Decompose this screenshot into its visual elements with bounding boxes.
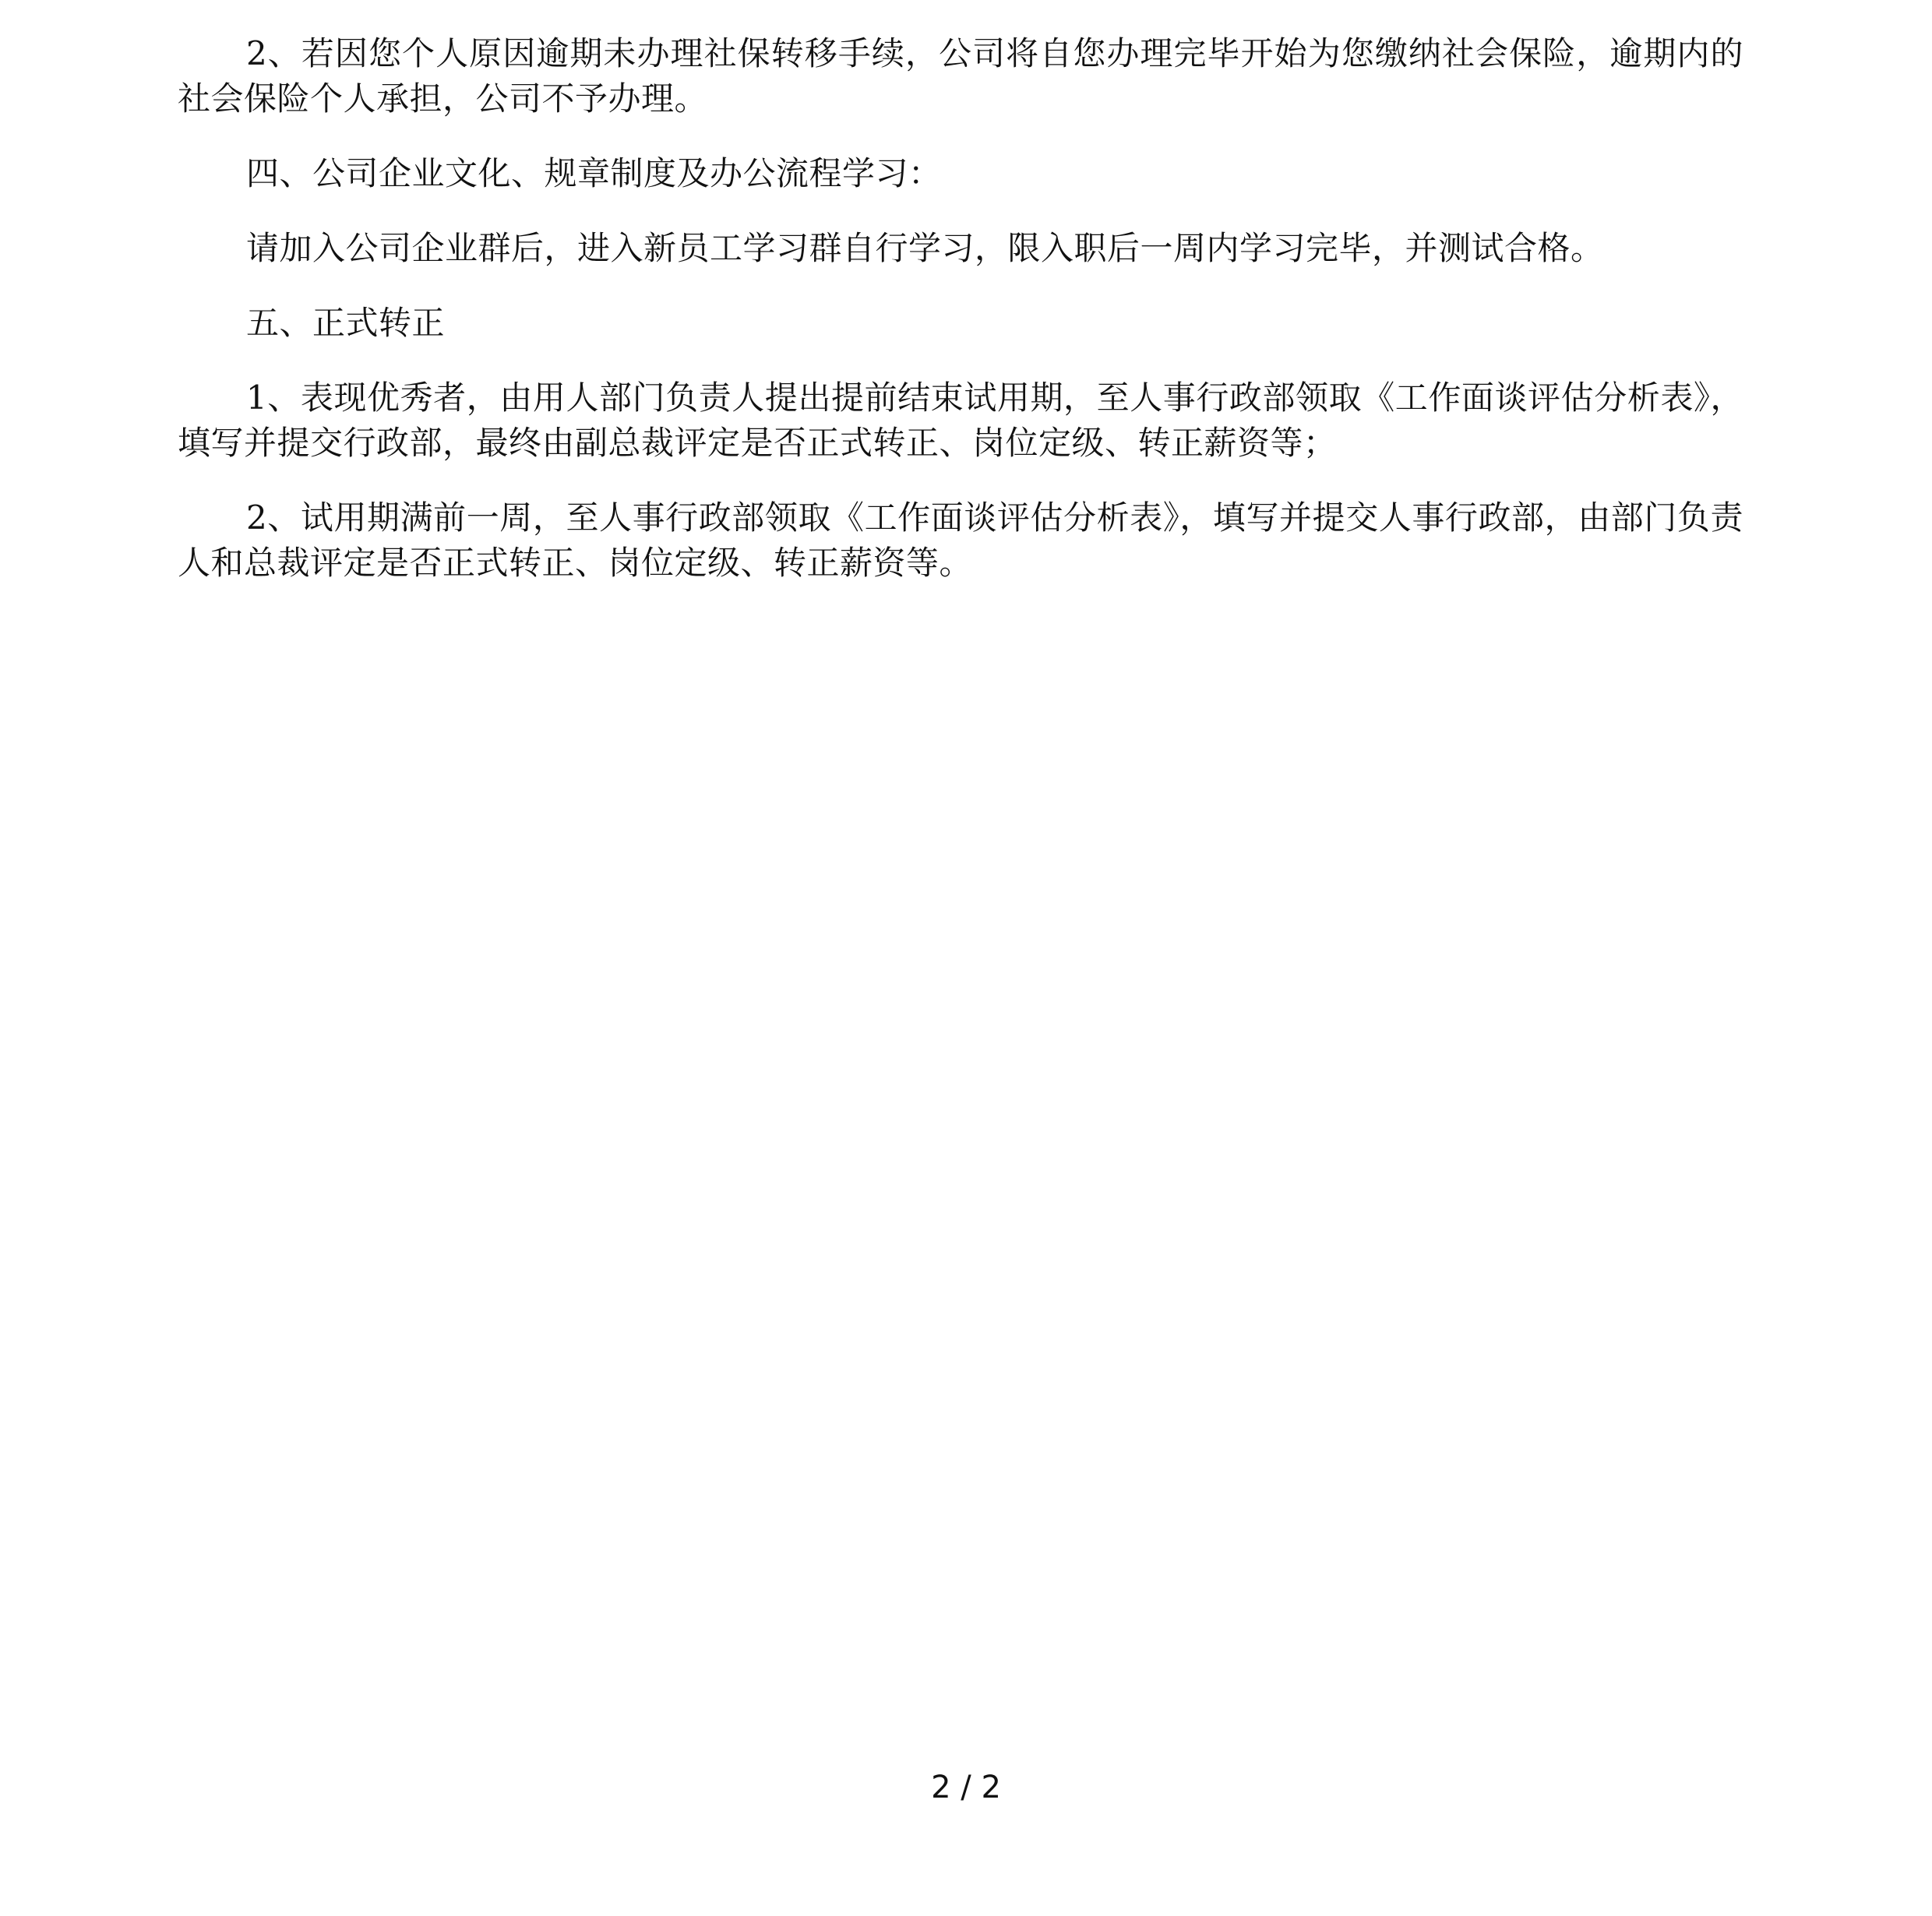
paragraph-early-regularization: 1、表现优秀者，由用人部门负责人提出提前结束试用期，至人事行政部领取《工作面谈评估分析表》，填写并提交行政部，最终由副总裁评定是否正式转正、岗位定级、转正薪资等；	[178, 379, 1743, 462]
document-body	[178, 31, 1743, 615]
page-number: 2 / 2	[931, 1770, 1001, 1805]
heading-formal-regularization: 五、正式转正	[246, 304, 446, 342]
paragraph-probation-end: 2、试用期满前一周，至人事行政部领取《工作面谈评估分析表》，填写并提交人事行政部，由部门负责人和总裁评定是否正式转正、岗位定级、转正薪资等。	[178, 498, 1743, 582]
paragraph-social-insurance-overdue: 2、若因您个人原因逾期未办理社保转移手续，公司将自您办理完毕开始为您缴纳社会保险，逾期内的社会保险个人承担，公司不予办理。	[178, 34, 1743, 118]
heading-culture-rules-learning: 四、公司企业文化、规章制度及办公流程学习：	[246, 154, 942, 192]
paragraph-join-study-group: 请加入公司企业群后，进入新员工学习群自行学习，限入职后一周内学习完毕，并测试合格。	[246, 229, 1604, 267]
